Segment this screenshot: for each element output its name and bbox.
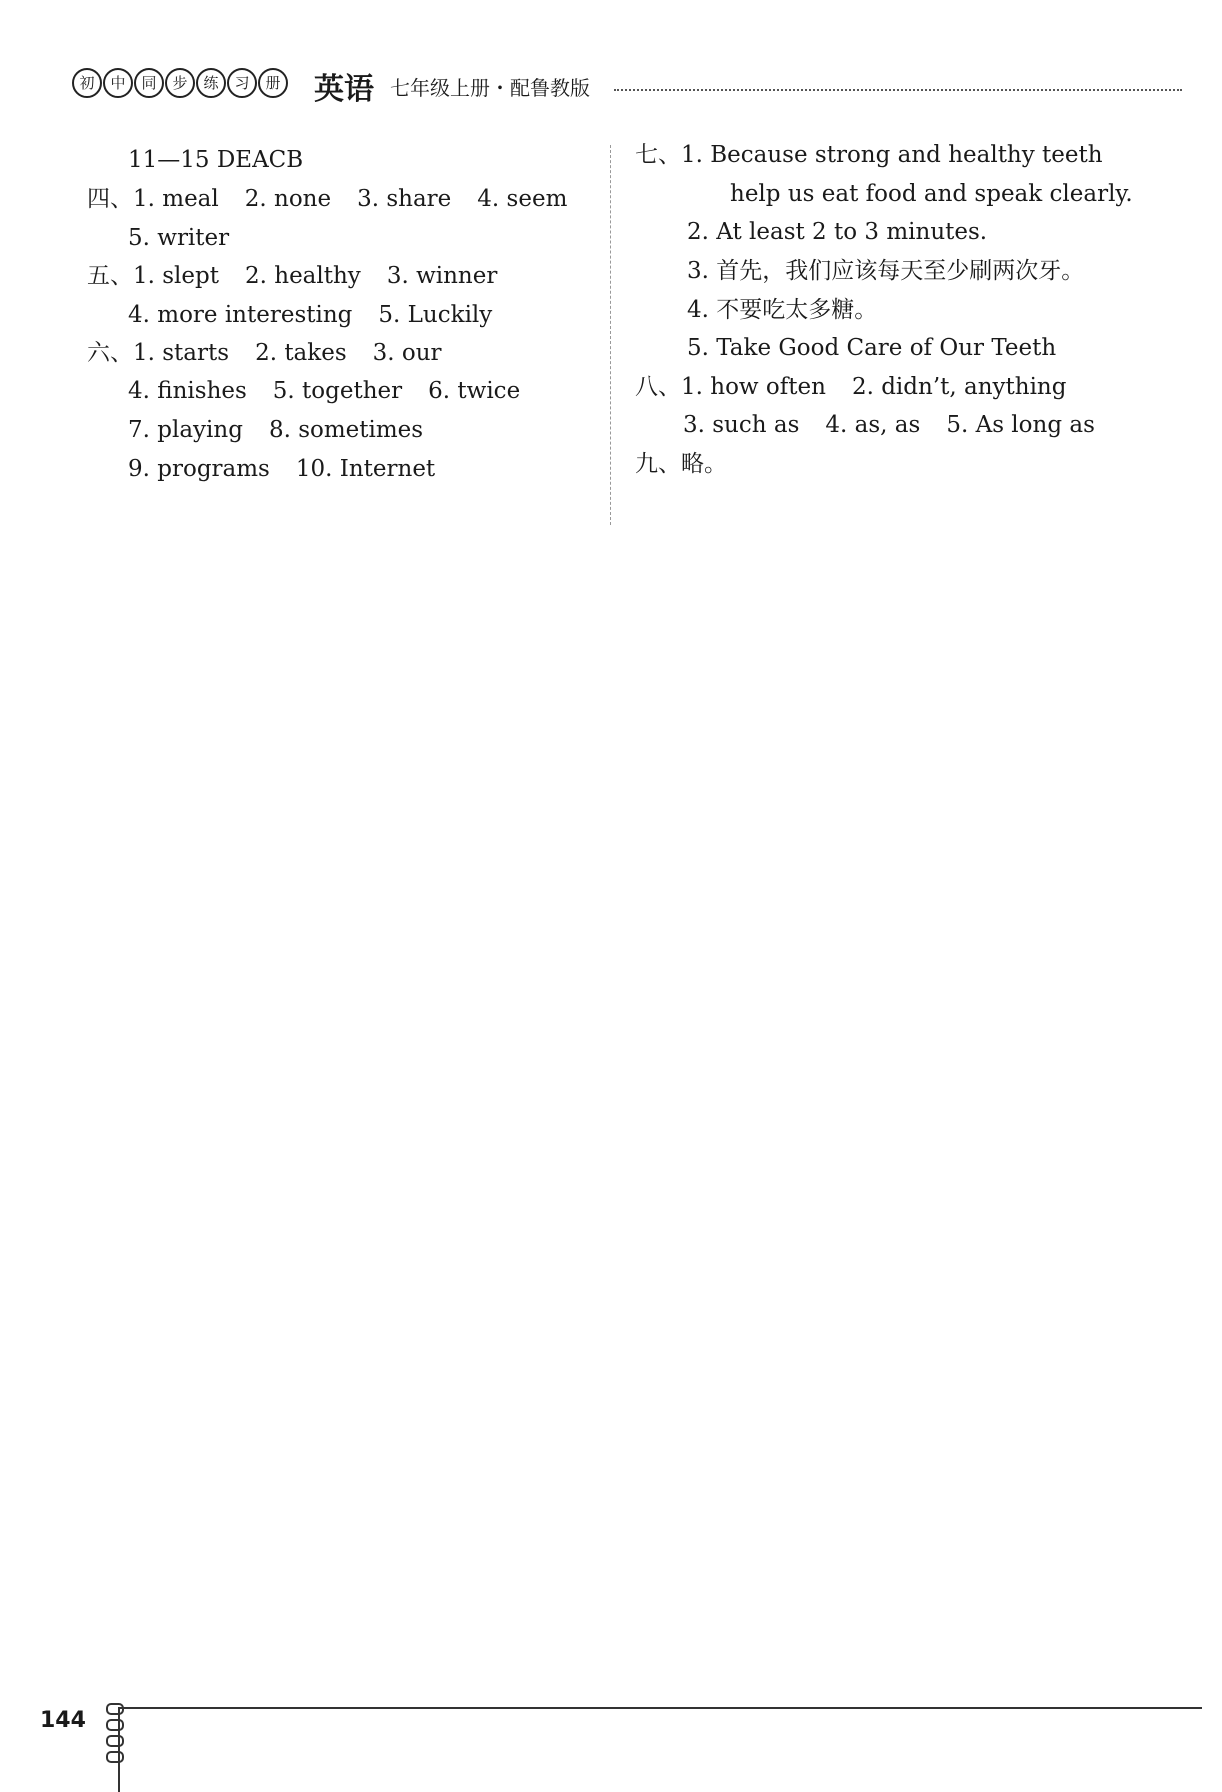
answer-item: 6. twice <box>428 378 521 404</box>
answer-line <box>687 333 1056 363</box>
answer-item: 3. 首先，我们应该每天至少刷两次牙。 <box>687 258 1085 284</box>
series-char: 中 <box>103 68 133 98</box>
answer-text: 略。 <box>681 451 727 477</box>
answer-item: 2. none <box>244 186 332 212</box>
answer-line <box>730 179 1133 209</box>
answer-item: 4. 不要吃太多糖。 <box>687 297 878 323</box>
answer-item: 9. programs <box>128 456 270 482</box>
series-char: 练 <box>196 68 226 98</box>
answer-item: 4. as, as <box>825 412 921 438</box>
answer-line <box>128 223 229 253</box>
answer-line <box>128 376 546 406</box>
answer-item: 1. slept <box>133 263 219 289</box>
answer-item: 1. how often <box>681 374 826 400</box>
footer-rule <box>118 1707 1202 1709</box>
section-label: 七、 <box>635 142 681 168</box>
answer-line <box>687 256 1084 286</box>
header-dotted-rule <box>614 89 1182 91</box>
answer-text: help us eat food and speak clearly. <box>730 181 1133 207</box>
answer-item: 10. Internet <box>295 456 436 482</box>
answer-line <box>683 410 1121 440</box>
answer-item: 1. starts <box>133 340 230 366</box>
answer-item: 1. meal <box>133 186 219 212</box>
page-header <box>72 64 1182 107</box>
answer-item: 5. together <box>272 378 403 404</box>
section-7 <box>635 140 1103 170</box>
edition-label: 七年级上册・配鲁教版 <box>390 76 590 100</box>
answer-line <box>687 295 877 325</box>
subject-title: 英语 <box>314 72 374 107</box>
answer-item: 5. Luckily <box>378 302 493 328</box>
answer-item: 3. such as <box>683 412 800 438</box>
series-char: 初 <box>72 68 102 98</box>
answer-item: 5. writer <box>128 225 230 251</box>
answer-item: 5. Take Good Care of Our Teeth <box>687 335 1057 361</box>
section-label: 八、 <box>635 374 681 400</box>
answer-item: 2. At least 2 to 3 minutes. <box>687 219 988 245</box>
section-label: 四、 <box>87 186 133 212</box>
answer-line <box>128 145 303 175</box>
section-8 <box>635 372 1092 402</box>
answer-item: 2. didn’t, anything <box>851 374 1067 400</box>
answer-item: 3. winner <box>386 263 498 289</box>
answer-item: 3. share <box>357 186 452 212</box>
answer-line <box>128 415 449 445</box>
answer-item: 5. As long as <box>946 412 1095 438</box>
answer-item: 4. more interesting <box>128 302 353 328</box>
section-9 <box>635 449 727 479</box>
answer-item: 7. playing <box>128 417 243 443</box>
series-char: 步 <box>165 68 195 98</box>
answer-item: 2. takes <box>255 340 347 366</box>
answer-item: 4. finishes <box>128 378 247 404</box>
series-char: 习 <box>227 68 257 98</box>
series-char: 同 <box>134 68 164 98</box>
section-label: 五、 <box>87 263 133 289</box>
answer-item: 1. Because strong and healthy teeth <box>681 142 1103 168</box>
column-divider <box>610 145 611 525</box>
section-4 <box>87 184 593 214</box>
answer-item: 4. seem <box>477 186 568 212</box>
section-label: 六、 <box>87 340 133 366</box>
answer-item: 2. healthy <box>245 263 361 289</box>
answer-item: 3. our <box>372 340 442 366</box>
series-char: 册 <box>258 68 288 98</box>
answer-text: 11—15 DEACB <box>128 147 304 173</box>
section-label: 九、 <box>635 451 681 477</box>
spiral-binding-icon <box>106 1703 124 1767</box>
page-number: 144 <box>40 1708 86 1733</box>
answer-line <box>128 454 461 484</box>
answer-line <box>687 217 987 247</box>
series-title <box>72 68 288 98</box>
answer-item: 8. sometimes <box>268 417 424 443</box>
section-6 <box>87 338 468 368</box>
answer-line <box>128 300 518 330</box>
section-5 <box>87 261 523 291</box>
